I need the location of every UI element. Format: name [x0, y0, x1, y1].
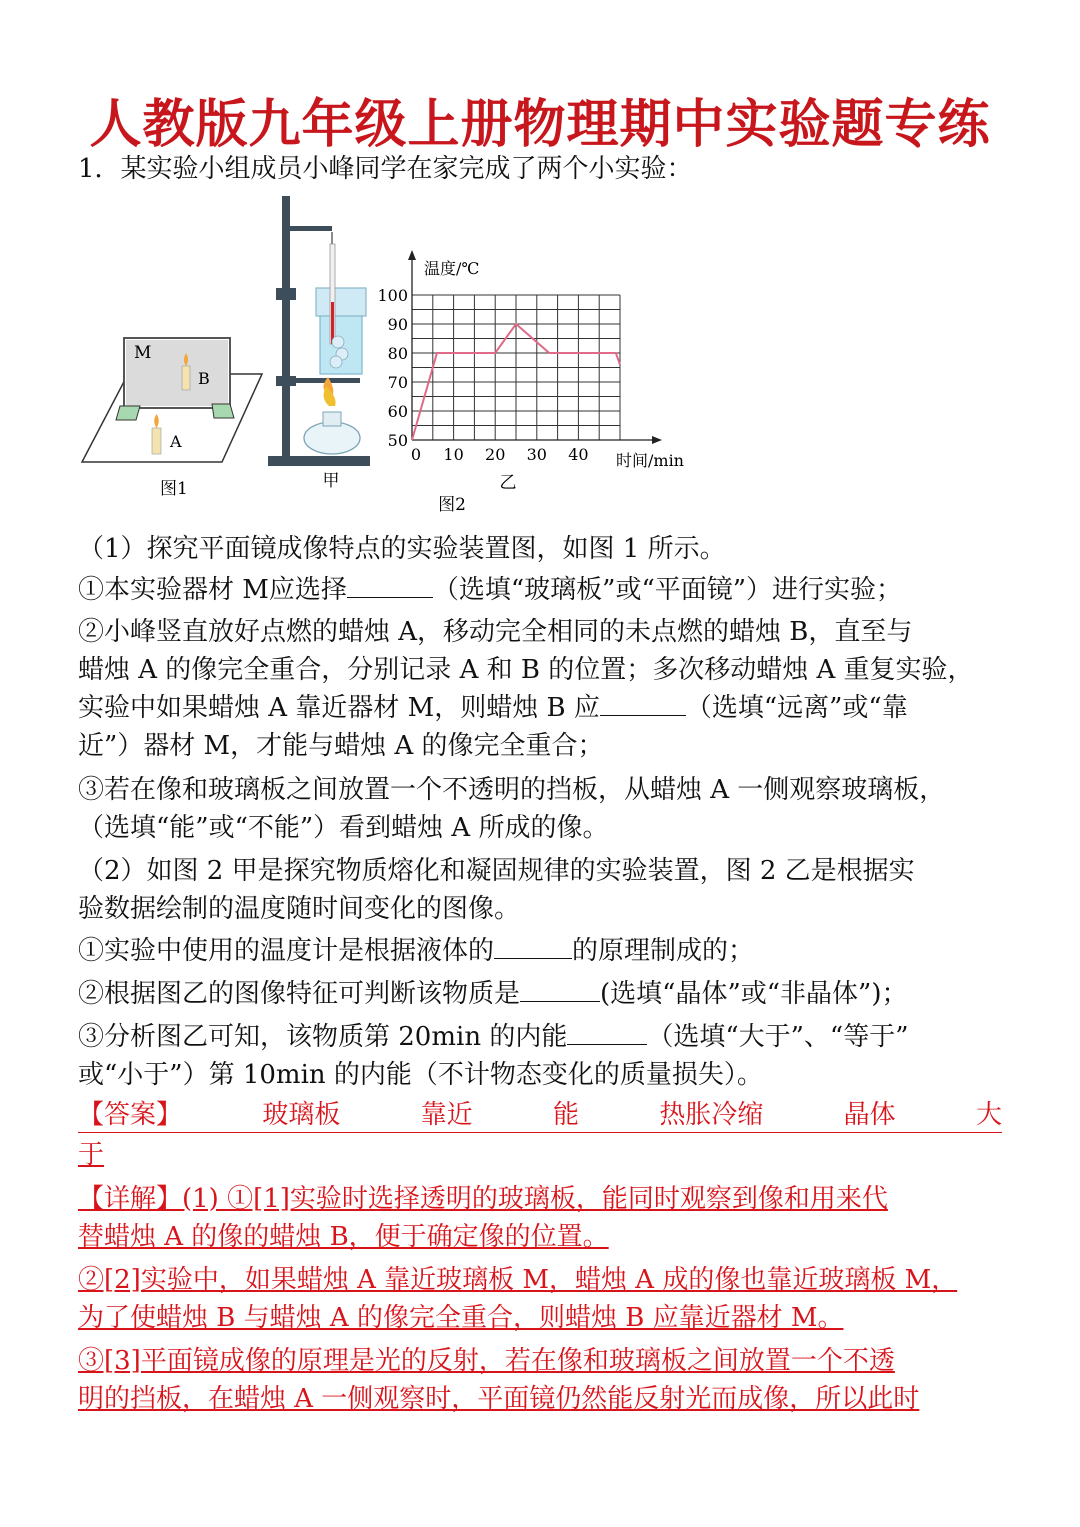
- p2-line4: [78, 977, 907, 1011]
- label-A: A: [170, 432, 182, 451]
- y-tick-label: 50: [387, 431, 408, 450]
- p1-line8: （选填“能”或“不能”）看到蜡烛 A 所成的像。: [78, 813, 609, 843]
- p2-line3-text-b: 的原理制成的；: [572, 936, 755, 966]
- p2-line4-text-b: (选填“晶体”或“非晶体”)；: [600, 979, 908, 1009]
- y-axis-label: 温度/℃: [424, 259, 480, 278]
- y-tick-label: 100: [377, 286, 408, 305]
- answer-tail: 于: [78, 1140, 105, 1170]
- answer-item-5: 晶体: [843, 1100, 896, 1130]
- detail-line3: ②[2]实验中，如果蜡烛 A 靠近玻璃板 M，蜡烛 A 成的像也靠近玻璃板 M，: [78, 1265, 958, 1295]
- p2-line5: [78, 1020, 909, 1054]
- blank-4[interactable]: [494, 936, 572, 959]
- p1-line7: ③若在像和玻璃板之间放置一个不透明的挡板，从蜡烛 A 一侧观察玻璃板，: [78, 775, 946, 805]
- detail-line4: 为了使蜡烛 B 与蜡烛 A 的像完全重合，则蜡烛 B 应靠近器材 M。: [78, 1303, 844, 1333]
- x-tick-label: 10: [443, 445, 464, 464]
- y-tick-label: 90: [387, 315, 408, 334]
- p1-line2-text-a: ①本实验器材 M应选择: [78, 575, 347, 605]
- y-tick-label: 80: [387, 344, 408, 363]
- figure2-jia-label: 甲: [322, 471, 340, 491]
- p1-line2-text-b: （选填“玻璃板”或“平面镜”）进行实验；: [432, 575, 903, 605]
- p1-line4: 蜡烛 A 的像完全重合，分别记录 A 和 B 的位置；多次移动蜡烛 A 重复实验，: [78, 655, 974, 685]
- p1-line5-text-a: 实验中如果蜡烛 A 靠近器材 M，则蜡烛 B 应: [78, 693, 600, 723]
- blank-2[interactable]: [600, 693, 686, 716]
- p1-line5-text-b: （选填“远离”或“靠: [685, 693, 908, 723]
- p1-line6: 近”）器材 M，才能与蜡烛 A 的像完全重合；: [78, 731, 604, 761]
- figure2-jia-apparatus: [268, 196, 370, 491]
- p2-line3: [78, 934, 754, 968]
- figure-area: [80, 192, 720, 522]
- answer-item-2: 靠近: [420, 1100, 473, 1130]
- figure2-yi-label: 乙: [499, 473, 517, 493]
- p2-line6: 或“小于”）第 10min 的内能（不计物态变化的质量损失）。: [78, 1060, 763, 1090]
- answer-item-6: 大: [975, 1100, 1002, 1130]
- figure2-caption: 图2: [438, 495, 466, 515]
- p1-line5: [78, 691, 908, 725]
- answer-item-4: 热胀冷缩: [659, 1100, 764, 1130]
- page-title: 人教版九年级上册物理期中实验题专练: [89, 95, 991, 155]
- x-tick-label: 40: [568, 445, 589, 464]
- x-tick-label: 0: [410, 445, 422, 464]
- p2-line1: （2）如图 2 甲是探究物质熔化和凝固规律的实验装置，图 2 乙是根据实: [78, 856, 915, 886]
- blank-6[interactable]: [567, 1022, 647, 1045]
- x-axis-label: 时间/min: [616, 451, 684, 470]
- question-intro: 1．某实验小组成员小峰同学在家完成了两个小实验：: [78, 154, 693, 184]
- detail-line2: 替蜡烛 A 的像的蜡烛 B，便于确定像的位置。: [78, 1222, 609, 1252]
- blank-1[interactable]: [347, 575, 433, 598]
- detail-line6: 明的挡板，在蜡烛 A 一侧观察时，平面镜仍然能反射光而成像，所以此时: [78, 1384, 920, 1414]
- figure2-yi-chart: [377, 250, 684, 515]
- answer-item-3: 能: [552, 1100, 579, 1130]
- detail-line1: 【详解】(1) ①[1]实验时选择透明的玻璃板，能同时观察到像和用来代: [78, 1184, 888, 1214]
- p2-line2: 验数据绘制的温度随时间变化的图像。: [78, 894, 521, 924]
- p2-line5-text-a: ③分析图乙可知，该物质第 20min 的内能: [78, 1022, 568, 1052]
- p1-line2: [78, 573, 902, 607]
- answer-row: [78, 1098, 1002, 1133]
- p1-line1: （1）探究平面镜成像特点的实验装置图，如图 1 所示。: [78, 534, 726, 564]
- figure1-caption: 图1: [160, 479, 188, 499]
- x-tick-label: 30: [526, 445, 547, 464]
- x-axis-arrow-icon: [652, 436, 662, 444]
- label-B: B: [198, 369, 210, 388]
- y-axis-arrow-icon: [408, 250, 416, 260]
- detail-line5: ③[3]平面镜成像的原理是光的反射，若在像和玻璃板之间放置一个不透: [78, 1346, 895, 1376]
- y-tick-label: 70: [387, 373, 408, 392]
- answer-label: 【答案】: [78, 1100, 183, 1130]
- x-tick-label: 20: [485, 445, 506, 464]
- p2-line4-text-a: ②根据图乙的图像特征可判断该物质是: [78, 979, 521, 1009]
- blank-5[interactable]: [520, 979, 600, 1002]
- y-tick-label: 60: [387, 402, 408, 421]
- p2-line5-text-b: （选填“大于”、“等于”: [647, 1022, 909, 1052]
- label-M: M: [134, 343, 152, 363]
- answer-item-1: 玻璃板: [262, 1100, 341, 1130]
- p1-line3: ②小峰竖直放好点燃的蜡烛 A，移动完全相同的未点燃的蜡烛 B，直至与: [78, 617, 913, 647]
- p2-line3-text-a: ①实验中使用的温度计是根据液体的: [78, 936, 495, 966]
- figure1-mirror-setup: [82, 338, 262, 499]
